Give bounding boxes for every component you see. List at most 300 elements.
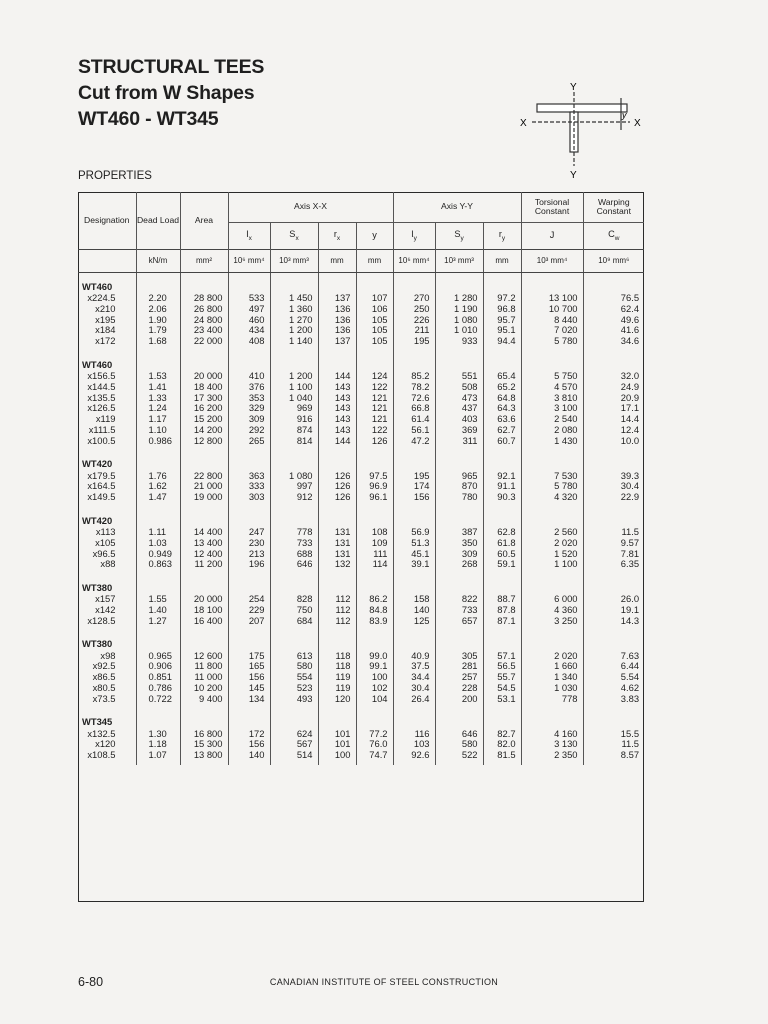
designation-cell: x184 bbox=[78, 325, 136, 336]
value-cell: 2.06 bbox=[136, 304, 180, 315]
value-cell: 119 bbox=[318, 672, 356, 683]
value-cell: 8 440 bbox=[521, 315, 583, 326]
value-cell: 120 bbox=[318, 694, 356, 705]
empty-cell bbox=[270, 709, 318, 729]
value-cell: 83.9 bbox=[356, 616, 393, 627]
spacer-cell bbox=[136, 761, 180, 765]
empty-cell bbox=[228, 574, 270, 594]
value-cell: 16 800 bbox=[180, 729, 228, 740]
spacer-cell bbox=[228, 761, 270, 765]
value-cell: 9 400 bbox=[180, 694, 228, 705]
empty-cell bbox=[583, 273, 644, 294]
value-cell: 131 bbox=[318, 549, 356, 560]
value-cell: 3 810 bbox=[521, 393, 583, 404]
value-cell: 624 bbox=[270, 729, 318, 740]
empty-cell bbox=[393, 273, 435, 294]
group-header-row bbox=[78, 631, 644, 651]
value-cell: 136 bbox=[318, 304, 356, 315]
value-cell: 56.9 bbox=[393, 527, 435, 538]
value-cell: 1.68 bbox=[136, 336, 180, 347]
value-cell: 15 300 bbox=[180, 739, 228, 750]
value-cell: 66.8 bbox=[393, 403, 435, 414]
table-row bbox=[78, 694, 644, 705]
value-cell: 688 bbox=[270, 549, 318, 560]
empty-cell bbox=[270, 273, 318, 294]
value-cell: 2 020 bbox=[521, 651, 583, 662]
spacer-cell bbox=[521, 761, 583, 765]
value-cell: 460 bbox=[228, 315, 270, 326]
value-cell: 101 bbox=[318, 729, 356, 740]
value-cell: 100 bbox=[356, 672, 393, 683]
value-cell: 437 bbox=[435, 403, 483, 414]
empty-cell bbox=[435, 507, 483, 527]
value-cell: 99.0 bbox=[356, 651, 393, 662]
value-cell: 82.7 bbox=[483, 729, 521, 740]
empty-cell bbox=[228, 273, 270, 294]
value-cell: 124 bbox=[356, 371, 393, 382]
value-cell: 8.57 bbox=[620, 749, 640, 761]
value-cell: 10 200 bbox=[180, 683, 228, 694]
value-cell: 780 bbox=[435, 492, 483, 503]
value-cell: 174 bbox=[393, 481, 435, 492]
value-cell: 1.10 bbox=[136, 425, 180, 436]
units-rx: mm bbox=[318, 250, 356, 273]
value-cell: 104 bbox=[356, 694, 393, 705]
value-cell: 2 080 bbox=[521, 425, 583, 436]
spacer-cell bbox=[483, 761, 521, 765]
iy-symbol: $I_y$ bbox=[393, 223, 435, 250]
group-name: WT380 bbox=[78, 631, 136, 651]
value-cell: 18 100 bbox=[180, 605, 228, 616]
value-cell: 26.4 bbox=[393, 694, 435, 705]
empty-cell bbox=[583, 507, 644, 527]
value-cell: 12 800 bbox=[180, 436, 228, 447]
designation-cell: x111.5 bbox=[78, 425, 136, 436]
axis-xx-header: Axis X-X bbox=[228, 192, 393, 223]
value-cell: 64.8 bbox=[483, 393, 521, 404]
value-cell: 97.2 bbox=[483, 293, 521, 304]
value-cell: 74.7 bbox=[356, 750, 393, 761]
designation-cell: x86.5 bbox=[78, 672, 136, 683]
empty-cell bbox=[483, 709, 521, 729]
empty-cell bbox=[393, 507, 435, 527]
empty-cell bbox=[583, 574, 644, 594]
empty-cell bbox=[521, 451, 583, 471]
value-cell: 363 bbox=[228, 471, 270, 482]
value-cell: 77.2 bbox=[356, 729, 393, 740]
value-cell: 56.1 bbox=[393, 425, 435, 436]
spacer-cell bbox=[78, 761, 136, 765]
value-cell: 567 bbox=[270, 739, 318, 750]
value-cell: 4 160 bbox=[521, 729, 583, 740]
value-cell: 121 bbox=[356, 414, 393, 425]
value-cell: 143 bbox=[318, 425, 356, 436]
value-cell: 10 700 bbox=[521, 304, 583, 315]
value-cell: 34.6 bbox=[620, 335, 640, 347]
value-cell: 554 bbox=[270, 672, 318, 683]
spacer-cell bbox=[318, 761, 356, 765]
value-cell: 870 bbox=[435, 481, 483, 492]
table-row bbox=[78, 538, 644, 549]
value-cell: 82.0 bbox=[483, 739, 521, 750]
empty-cell bbox=[521, 574, 583, 594]
value-cell: 112 bbox=[318, 594, 356, 605]
empty-cell bbox=[435, 631, 483, 651]
value-cell: 101 bbox=[318, 739, 356, 750]
empty-cell bbox=[180, 574, 228, 594]
designation-cell: x210 bbox=[78, 304, 136, 315]
value-cell: 1 200 bbox=[270, 325, 318, 336]
value-cell: 551 bbox=[435, 371, 483, 382]
value-cell: 32.0 bbox=[620, 369, 640, 381]
value-cell: 65.4 bbox=[483, 371, 521, 382]
empty-cell bbox=[270, 631, 318, 651]
value-cell: 1 280 bbox=[435, 293, 483, 304]
value-cell: 121 bbox=[356, 403, 393, 414]
y-axis-label-bottom: Y bbox=[570, 170, 577, 180]
group-name: WT460 bbox=[78, 351, 136, 371]
value-cell: 1 360 bbox=[270, 304, 318, 315]
value-cell: 63.6 bbox=[483, 414, 521, 425]
designation-cell: x73.5 bbox=[78, 694, 136, 705]
value-cell: 105 bbox=[356, 336, 393, 347]
empty-cell bbox=[270, 451, 318, 471]
value-cell: 28 800 bbox=[180, 293, 228, 304]
value-cell: 21 000 bbox=[180, 481, 228, 492]
value-cell: 3 100 bbox=[521, 403, 583, 414]
value-cell: 85.2 bbox=[393, 371, 435, 382]
ix-symbol: $I_x$ bbox=[228, 223, 270, 250]
value-cell: 522 bbox=[435, 750, 483, 761]
empty-cell bbox=[228, 507, 270, 527]
value-cell: 12 600 bbox=[180, 651, 228, 662]
designation-header: Designation bbox=[78, 192, 136, 250]
value-cell: 15 200 bbox=[180, 414, 228, 425]
value-cell: 5 750 bbox=[521, 371, 583, 382]
value-cell: 72.6 bbox=[393, 393, 435, 404]
empty-cell bbox=[270, 507, 318, 527]
value-cell: 1.07 bbox=[136, 750, 180, 761]
value-cell: 1.30 bbox=[136, 729, 180, 740]
designation-cell: x119 bbox=[78, 414, 136, 425]
value-cell: 143 bbox=[318, 382, 356, 393]
value-cell: 493 bbox=[270, 694, 318, 705]
designation-cell: x113 bbox=[78, 527, 136, 538]
value-cell: 76.0 bbox=[356, 739, 393, 750]
value-cell: 1 140 bbox=[270, 336, 318, 347]
designation-cell: x98 bbox=[78, 651, 136, 662]
value-cell: 51.3 bbox=[393, 538, 435, 549]
value-cell: 5 780 bbox=[521, 336, 583, 347]
value-cell: 497 bbox=[228, 304, 270, 315]
value-cell: 40.9 bbox=[393, 651, 435, 662]
properties-table bbox=[78, 192, 644, 765]
group-name: WT460 bbox=[78, 273, 136, 294]
designation-cell: x142 bbox=[78, 605, 136, 616]
value-cell: 87.8 bbox=[483, 605, 521, 616]
value-cell: 305 bbox=[435, 651, 483, 662]
table-row bbox=[78, 336, 644, 347]
value-cell: 16 200 bbox=[180, 403, 228, 414]
designation-cell: x144.5 bbox=[78, 382, 136, 393]
value-cell: 5 780 bbox=[521, 481, 583, 492]
value-cell: 969 bbox=[270, 403, 318, 414]
value-cell: 156 bbox=[228, 739, 270, 750]
empty-cell bbox=[318, 709, 356, 729]
value-cell: 333 bbox=[228, 481, 270, 492]
designation-cell: x156.5 bbox=[78, 371, 136, 382]
value-cell: 96.8 bbox=[483, 304, 521, 315]
value-cell: 508 bbox=[435, 382, 483, 393]
value-cell: 24.9 bbox=[620, 380, 640, 392]
value-cell: 814 bbox=[270, 436, 318, 447]
designation-cell: x108.5 bbox=[78, 750, 136, 761]
value-cell: 1.11 bbox=[136, 527, 180, 538]
units-designation bbox=[78, 250, 136, 273]
value-cell: 53.1 bbox=[483, 694, 521, 705]
value-cell: 136 bbox=[318, 315, 356, 326]
designation-cell: x126.5 bbox=[78, 403, 136, 414]
value-cell: 211 bbox=[393, 325, 435, 336]
table-row bbox=[78, 304, 644, 315]
value-cell: 353 bbox=[228, 393, 270, 404]
units-y: mm bbox=[356, 250, 393, 273]
value-cell: 7 530 bbox=[521, 471, 583, 482]
empty-cell bbox=[393, 351, 435, 371]
value-cell: 30.4 bbox=[393, 683, 435, 694]
designation-cell: x120 bbox=[78, 739, 136, 750]
value-cell: 580 bbox=[270, 661, 318, 672]
value-cell: 99.1 bbox=[356, 661, 393, 672]
value-cell: 122 bbox=[356, 382, 393, 393]
value-cell: 91.1 bbox=[483, 481, 521, 492]
group-name: WT380 bbox=[78, 574, 136, 594]
empty-cell bbox=[521, 507, 583, 527]
value-cell: 1.33 bbox=[136, 393, 180, 404]
axis-yy-header: Axis Y-Y bbox=[393, 192, 521, 223]
value-cell: 116 bbox=[393, 729, 435, 740]
value-cell: 2 020 bbox=[521, 538, 583, 549]
value-cell: 684 bbox=[270, 616, 318, 627]
value-cell: 134 bbox=[228, 694, 270, 705]
value-cell: 0.863 bbox=[136, 559, 180, 570]
value-cell: 105 bbox=[356, 315, 393, 326]
value-cell: 376 bbox=[228, 382, 270, 393]
value-cell: 933 bbox=[435, 336, 483, 347]
value-cell: 95.7 bbox=[483, 315, 521, 326]
value-cell: 1 450 bbox=[270, 293, 318, 304]
y-dimension-label: y bbox=[622, 110, 627, 120]
table-row bbox=[78, 750, 644, 761]
value-cell: 64.3 bbox=[483, 403, 521, 414]
designation-cell: x195 bbox=[78, 315, 136, 326]
ry-symbol: $r_y$ bbox=[483, 223, 521, 250]
designation-cell: x96.5 bbox=[78, 549, 136, 560]
value-cell: 822 bbox=[435, 594, 483, 605]
value-cell: 0.722 bbox=[136, 694, 180, 705]
page-title-line-3: WT460 - WT345 bbox=[78, 108, 219, 130]
value-cell: 292 bbox=[228, 425, 270, 436]
empty-cell bbox=[583, 351, 644, 371]
group-header-row bbox=[78, 709, 644, 729]
value-cell: 1 030 bbox=[521, 683, 583, 694]
value-cell: 270 bbox=[393, 293, 435, 304]
empty-cell bbox=[318, 507, 356, 527]
value-cell: 96.1 bbox=[356, 492, 393, 503]
value-cell: 7 020 bbox=[521, 325, 583, 336]
empty-cell bbox=[136, 451, 180, 471]
value-cell: 131 bbox=[318, 538, 356, 549]
empty-cell bbox=[136, 351, 180, 371]
value-cell: 145 bbox=[228, 683, 270, 694]
value-cell: 1.76 bbox=[136, 471, 180, 482]
value-cell: 434 bbox=[228, 325, 270, 336]
publisher-footer: CANADIAN INSTITUTE OF STEEL CONSTRUCTION bbox=[269, 977, 499, 987]
designation-cell: x135.5 bbox=[78, 393, 136, 404]
value-cell: 1.62 bbox=[136, 481, 180, 492]
value-cell: 94.4 bbox=[483, 336, 521, 347]
empty-cell bbox=[483, 507, 521, 527]
value-cell: 60.7 bbox=[483, 436, 521, 447]
value-cell: 0.965 bbox=[136, 651, 180, 662]
empty-cell bbox=[521, 273, 583, 294]
value-cell: 6.35 bbox=[620, 558, 640, 570]
value-cell: 778 bbox=[521, 694, 583, 705]
value-cell: 0.786 bbox=[136, 683, 180, 694]
empty-cell bbox=[483, 351, 521, 371]
torsional-constant-header: Torsional Constant bbox=[521, 192, 583, 223]
spacer-cell bbox=[270, 761, 318, 765]
value-cell: 20 000 bbox=[180, 371, 228, 382]
empty-cell bbox=[435, 574, 483, 594]
value-cell: 1 520 bbox=[521, 549, 583, 560]
value-cell: 13 100 bbox=[521, 293, 583, 304]
value-cell: 26 800 bbox=[180, 304, 228, 315]
value-cell: 646 bbox=[270, 559, 318, 570]
value-cell: 122 bbox=[356, 425, 393, 436]
value-cell: 19.1 bbox=[620, 603, 640, 615]
value-cell: 143 bbox=[318, 393, 356, 404]
designation-cell: x105 bbox=[78, 538, 136, 549]
dead-load-header: Dead Load bbox=[136, 192, 180, 250]
value-cell: 1 010 bbox=[435, 325, 483, 336]
units-sy: 10³ mm³ bbox=[435, 250, 483, 273]
value-cell: 158 bbox=[393, 594, 435, 605]
value-cell: 54.5 bbox=[483, 683, 521, 694]
value-cell: 916 bbox=[270, 414, 318, 425]
value-cell: 22 800 bbox=[180, 471, 228, 482]
value-cell: 912 bbox=[270, 492, 318, 503]
value-cell: 1 100 bbox=[521, 559, 583, 570]
units-iy: 10⁶ mm⁴ bbox=[393, 250, 435, 273]
value-cell: 473 bbox=[435, 393, 483, 404]
empty-cell bbox=[180, 709, 228, 729]
value-cell: 114 bbox=[356, 559, 393, 570]
value-cell: 102 bbox=[356, 683, 393, 694]
empty-cell bbox=[521, 709, 583, 729]
value-cell: 144 bbox=[318, 371, 356, 382]
value-cell: 268 bbox=[435, 559, 483, 570]
value-cell: 132 bbox=[318, 559, 356, 570]
empty-cell bbox=[228, 631, 270, 651]
empty-cell bbox=[356, 451, 393, 471]
value-cell: 55.7 bbox=[483, 672, 521, 683]
value-cell: 1 100 bbox=[270, 382, 318, 393]
designation-cell: x132.5 bbox=[78, 729, 136, 740]
value-cell: 17 300 bbox=[180, 393, 228, 404]
value-cell: 165 bbox=[228, 661, 270, 672]
empty-cell bbox=[136, 273, 180, 294]
empty-cell bbox=[136, 574, 180, 594]
value-cell: 106 bbox=[356, 304, 393, 315]
value-cell: 965 bbox=[435, 471, 483, 482]
units-sx: 10³ mm³ bbox=[270, 250, 318, 273]
value-cell: 309 bbox=[435, 549, 483, 560]
group-spacer-row bbox=[78, 761, 644, 765]
value-cell: 137 bbox=[318, 336, 356, 347]
empty-cell bbox=[583, 451, 644, 471]
value-cell: 195 bbox=[393, 471, 435, 482]
units-cw: 10⁹ mm⁶ bbox=[583, 250, 644, 273]
value-cell: 14.3 bbox=[620, 614, 640, 626]
value-cell: 119 bbox=[318, 683, 356, 694]
empty-cell bbox=[270, 351, 318, 371]
value-cell: 24 800 bbox=[180, 315, 228, 326]
value-cell: 228 bbox=[435, 683, 483, 694]
value-cell: 20 000 bbox=[180, 594, 228, 605]
value-cell: 87.1 bbox=[483, 616, 521, 627]
value-cell: 1 080 bbox=[270, 471, 318, 482]
empty-cell bbox=[180, 507, 228, 527]
j-symbol: J bbox=[521, 223, 583, 250]
empty-cell bbox=[318, 273, 356, 294]
empty-cell bbox=[228, 351, 270, 371]
value-cell: 1.41 bbox=[136, 382, 180, 393]
value-cell: 125 bbox=[393, 616, 435, 627]
value-cell: 1 660 bbox=[521, 661, 583, 672]
x-axis-label-right: X bbox=[634, 118, 641, 129]
value-cell: 14.4 bbox=[620, 413, 640, 425]
sx-symbol: $S_x$ bbox=[270, 223, 318, 250]
value-cell: 90.3 bbox=[483, 492, 521, 503]
value-cell: 0.906 bbox=[136, 661, 180, 672]
value-cell: 118 bbox=[318, 661, 356, 672]
value-cell: 137 bbox=[318, 293, 356, 304]
empty-cell bbox=[483, 574, 521, 594]
value-cell: 172 bbox=[228, 729, 270, 740]
empty-cell bbox=[483, 273, 521, 294]
value-cell: 76.5 bbox=[620, 292, 640, 303]
sy-symbol: $S_y$ bbox=[435, 223, 483, 250]
warping-constant-header: Warping Constant bbox=[583, 192, 644, 223]
value-cell: 646 bbox=[435, 729, 483, 740]
value-cell: 100 bbox=[318, 750, 356, 761]
value-cell: 523 bbox=[270, 683, 318, 694]
designation-cell: x80.5 bbox=[78, 683, 136, 694]
table-row bbox=[78, 436, 644, 447]
designation-cell: x100.5 bbox=[78, 436, 136, 447]
value-cell: 387 bbox=[435, 527, 483, 538]
value-cell: 121 bbox=[356, 393, 393, 404]
value-cell: 62.4 bbox=[620, 302, 640, 314]
value-cell: 3 130 bbox=[521, 739, 583, 750]
value-cell: 86.2 bbox=[356, 594, 393, 605]
value-cell: 156 bbox=[393, 492, 435, 503]
empty-cell bbox=[136, 709, 180, 729]
units-load: kN/m bbox=[136, 250, 180, 273]
value-cell: 1 040 bbox=[270, 393, 318, 404]
value-cell: 514 bbox=[270, 750, 318, 761]
